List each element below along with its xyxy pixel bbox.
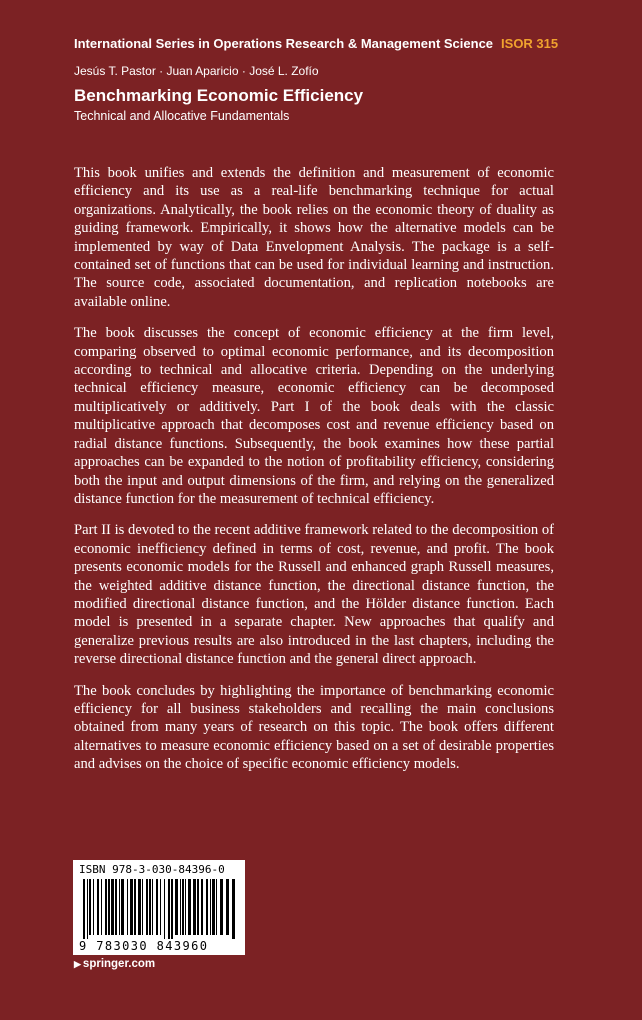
series-header: [74, 36, 558, 51]
barcode-icon: [81, 879, 237, 939]
arrow-right-icon: ▶: [74, 959, 81, 969]
series-code: ISOR 315: [501, 36, 559, 51]
book-title: Benchmarking Economic Efficiency: [74, 86, 364, 105]
blurb: [74, 164, 554, 787]
blurb-paragraph: This book unifies and extends the definition and measurement of economic efficiency and its use as a real-life benchmarking technique for actual organizations. Analytically, the book relies on the economic theory of duality as guiding framework. Empirically, it shows how the alternative models can be implemented by way of Data Envelopment Analysis. The package is a self-contained set of functions that can be used for individual learning and instruction. The source code, associated documentation, and replication notebooks are available online.: [74, 165, 554, 310]
blurb-paragraph: The book concludes by highlighting the importance of benchmarking economic efficiency for all business stakeholders and recalling the main conclusions obtained from many years of research on this topic. The book offers different alternatives to measure economic efficiency based on a set of desirable properties and advises on the choice of specific economic efficiency models.: [74, 682, 554, 773]
book-subtitle: Technical and Allocative Fundamentals: [74, 109, 290, 123]
isbn-barcode: [73, 860, 245, 955]
series-name: International Series in Operations Research & Management Science: [74, 36, 494, 51]
isbn-label: ISBN 978-3-030-84396-0: [79, 863, 225, 876]
publisher-url: springer.com: [82, 958, 156, 970]
blurb-paragraph: Part II is devoted to the recent additive framework related to the decomposition of economic inefficiency defined in terms of cost, revenue, and profit. The book presents economic models for the Russell and enhanced graph Russell measures, the weighted additive distance function, the directional distance function, the modified directional distance function, and the Hölder distance function. Each model is presented in a separate chapter. New approaches that qualify and generalize previous results are also introduced in the last chapters, including the reverse directional distance function and the general direct approach.: [74, 522, 554, 668]
barcode-digits: 9 783030 843960: [79, 939, 209, 953]
authors: Jesús T. Pastor · Juan Aparicio · José L. Zofío: [74, 64, 319, 78]
blurb-paragraph: The book discusses the concept of economic efficiency at the firm level, comparing observed to optimal economic performance, and its decomposition according to technical and allocative criteria. Depending on the underlying technical efficiency measure, economic efficiency can be decomposed multiplicatively or additively. Part I of the book deals with the classic multiplicative approach that decomposes cost and revenue efficiency based on radial distance functions. Subsequently, the book examines how these partial approaches can be expanded to the notion of profitability efficiency, considering both the input and output dimensions of the firm, and relying on the generalized distance function for the measurement of technical efficiency.: [74, 325, 554, 507]
publisher-link[interactable]: [74, 958, 155, 970]
